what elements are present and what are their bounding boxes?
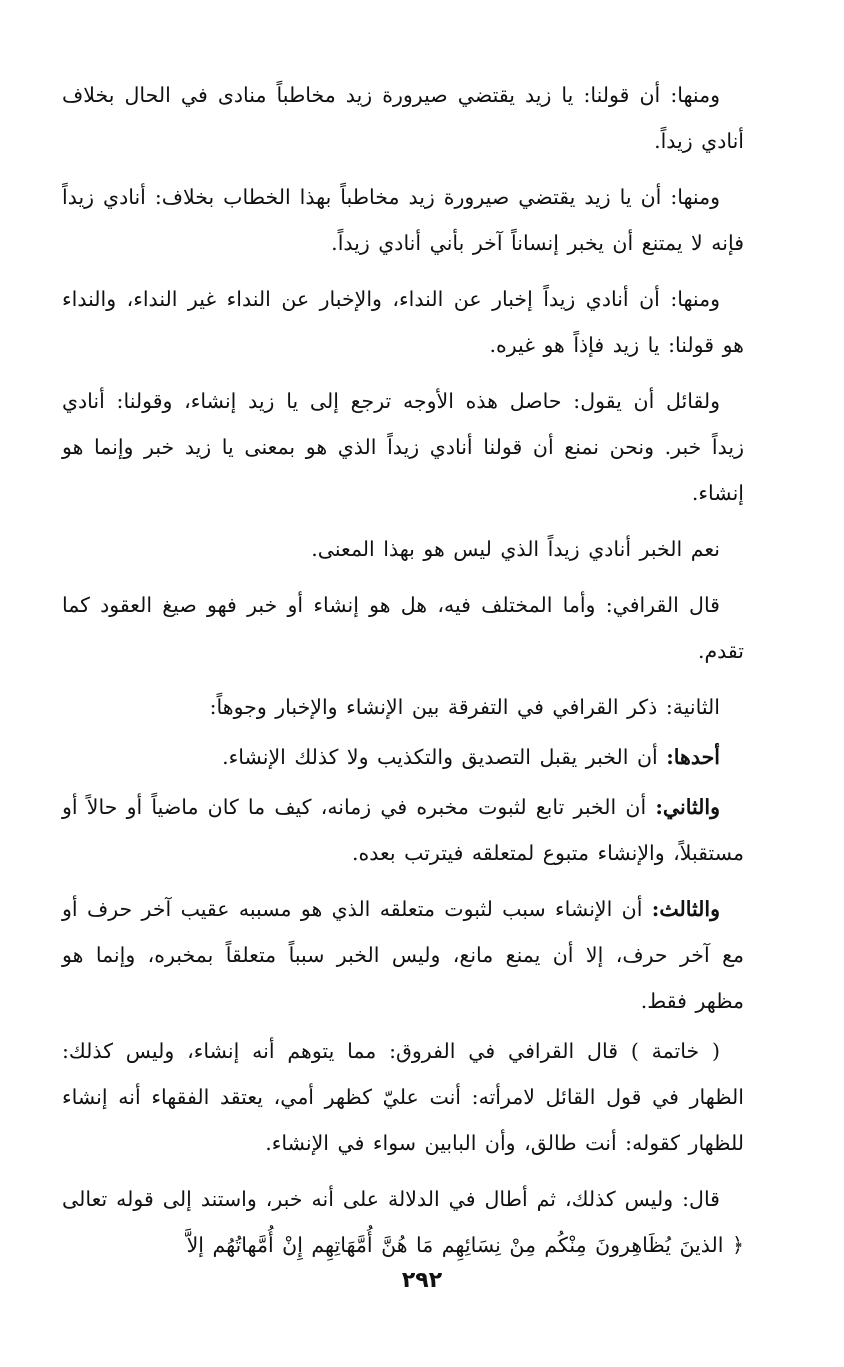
page-body bbox=[62, 72, 744, 1268]
paragraph-2: ومنها: أن يا زيد يقتضي صيرورة زيد مخاطباً بهذا الخطاب بخلاف: أنادي زيداً فإنه لا يمتنع أن يخبر إنساناً آخر بأني أنادي زيداً. bbox=[62, 185, 744, 255]
paragraph-1: ومنها: أن قولنا: يا زيد يقتضي صيرورة زيد مخاطباً منادى في الحال بخلاف أنادي زيداً. bbox=[62, 83, 744, 153]
quran-verse: الذينَ يُظَاهِرونَ مِنْكُم مِنْ نِسَائِهِم مَا هُنَّ أُمَّهَاتِهِم إِنْ أُمَّهاتُهُم إلاَّ bbox=[186, 1233, 724, 1257]
paragraph-6: قال القرافي: وأما المختلف فيه، هل هو إنشاء أو خبر فهو صيغ العقود كما تقدم. bbox=[62, 593, 744, 663]
paragraph-9 bbox=[62, 784, 744, 876]
paragraph-5: نعم الخبر أنادي زيداً الذي ليس هو بهذا المعنى. bbox=[311, 537, 720, 561]
paragraph-8-text: أن الخبر يقبل التصديق والتكذيب ولا كذلك الإنشاء. bbox=[222, 745, 667, 769]
paragraph-8 bbox=[62, 734, 744, 780]
paragraph-9-lead: والثاني: bbox=[655, 795, 720, 819]
paragraph-4: ولقائل أن يقول: حاصل هذه الأوجه ترجع إلى يا زيد إنشاء، وقولنا: أنادي زيداً خبر. ونحن نمنع أن قولنا أنادي زيداً الذي هو بمعنى يا زيد خبر وإنما هو إنشاء. bbox=[62, 389, 744, 505]
paragraph-10 bbox=[62, 886, 744, 1024]
paragraph-7: الثانية: ذكر القرافي في التفرقة بين الإنشاء والإخبار وجوهاً: bbox=[209, 695, 720, 719]
paragraph-12 bbox=[62, 1176, 744, 1268]
paragraph-10-lead: والثالث: bbox=[651, 897, 720, 921]
paragraph-12-text: قال: وليس كذلك، ثم أطال في الدلالة على أنه خبر، واستند إلى قوله تعالى bbox=[62, 1187, 720, 1211]
quran-open-bracket: ﴿ bbox=[723, 1233, 744, 1257]
paragraph-9-text: أن الخبر تابع لثبوت مخبره في زمانه، كيف ما كان ماضياً أو حالاً أو مستقبلاً، والإنشاء متبوع لمتعلقه فيترتب بعده. bbox=[62, 795, 744, 865]
paragraph-10-text: أن الإنشاء سبب لثبوت متعلقه الذي هو مسببه عقيب آخر حرف أو مع آخر حرف، إلا أن يمنع مانع، وليس الخبر سبباً متعلقاً بمخبره، وإنما هو مظهر فقط. bbox=[62, 897, 744, 1013]
page-number: ٢٩٢ bbox=[401, 1268, 443, 1293]
paragraph-3: ومنها: أن أنادي زيداً إخبار عن النداء، والإخبار عن النداء غير النداء، والنداء هو قولنا: يا زيد فإذاً هو غيره. bbox=[62, 287, 744, 357]
paragraph-8-lead: أحدها: bbox=[666, 745, 720, 769]
paragraph-11: ( خاتمة ) قال القرافي في الفروق: مما يتوهم أنه إنشاء، وليس كذلك: الظهار في قول القائل لامرأته: أنت عليّ كظهر أمي، يعتقد الفقهاء أنه إنشاء للظهار كقوله: أنت طالق، وأن البابين سواء في الإنشاء. bbox=[62, 1039, 744, 1155]
